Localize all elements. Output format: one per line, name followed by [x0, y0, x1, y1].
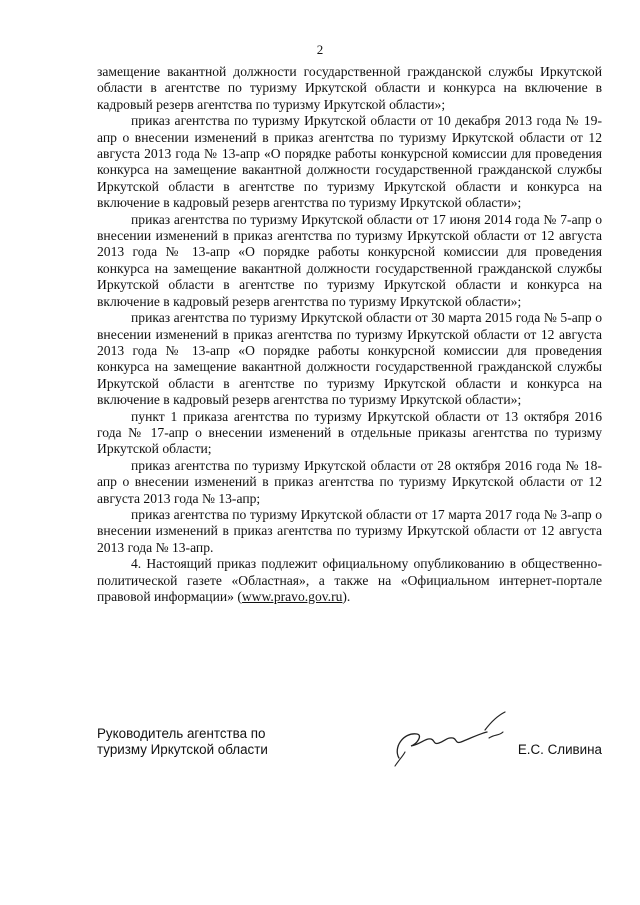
- paragraph-publication: [97, 556, 602, 605]
- handwritten-signature: [387, 708, 517, 772]
- paragraph-order-2016-10-28: приказ агентства по туризму Иркутской области от 28 октября 2016 года № 18-апр о внесении изменений в приказ агентства по туризму Иркутской области от 12 августа 2013 года № 13-апр;: [97, 457, 602, 506]
- paragraph-order-2015-03: приказ агентства по туризму Иркутской области от 30 марта 2015 года № 5-апр о внесении изменений в приказ агентства по туризму Иркутской области от 12 августа 2013 года № 13-апр «О порядке работы конкурсной комиссии для проведения конкурса на замещение вакантной должности государственной гражданской службы Иркутской области в агентстве по туризму Иркутской области и конкурса на включение в кадровый резерв агентства по туризму Иркутской области»;: [97, 310, 602, 408]
- publication-text: 4. Настоящий приказ подлежит официальному опубликованию в общественно-политической газете «Областная», а также на «Официальном интернет-портале правовой информации» (: [97, 556, 602, 604]
- paragraph-order-2013-12: приказ агентства по туризму Иркутской области от 10 декабря 2013 года № 19-апр о внесении изменений в приказ агентства по туризму Иркутской области от 12 августа 2013 года № 13-апр «О порядке работы конкурсной комиссии для проведения конкурса на замещение вакантной должности государственной гражданской службы Иркутской области в агентстве по туризму Иркутской области и конкурса на включение в кадровый резерв агентства по туризму Иркутской области»;: [97, 113, 602, 211]
- signer-title-line1: Руководитель агентства по: [97, 726, 266, 741]
- publication-text-end: ).: [342, 589, 351, 604]
- signer-title: [97, 726, 268, 759]
- paragraph-order-2016-10-13: пункт 1 приказа агентства по туризму Иркутской области от 13 октября 2016 года № 17-апр о внесении изменений в отдельные приказы агентства по туризму Иркутской области;: [97, 408, 602, 457]
- paragraph-order-2014-06: приказ агентства по туризму Иркутской области от 17 июня 2014 года № 7-апр о внесении изменений в приказ агентства по туризму Иркутской области от 12 августа 2013 года № 13-апр «О порядке работы конкурсной комиссии для проведения конкурса на замещение вакантной должности государственной гражданской службы Иркутской области в агентстве по туризму Иркутской области и конкурса на включение в кадровый резерв агентства по туризму Иркутской области»;: [97, 211, 602, 309]
- page-number: 2: [316, 42, 324, 57]
- signer-name: Е.С. Сливина: [517, 742, 602, 757]
- paragraph-order-2017-03: приказ агентства по туризму Иркутской области от 17 марта 2017 года № 3-апр о внесении изменений в приказ агентства по туризму Иркутской области от 12 августа 2013 года № 13-апр.: [97, 506, 602, 555]
- pravo-link[interactable]: www.pravo.gov.ru: [241, 589, 343, 604]
- paragraph-continuation: замещение вакантной должности государственной гражданской службы Иркутской области в агентстве по туризму Иркутской области и конкурса на включение в кадровый резерв агентства по туризму Иркутской области»;: [97, 64, 602, 112]
- signature-block: [97, 726, 602, 786]
- document-body: [97, 64, 602, 605]
- signer-title-line2: туризму Иркутской области: [97, 742, 268, 758]
